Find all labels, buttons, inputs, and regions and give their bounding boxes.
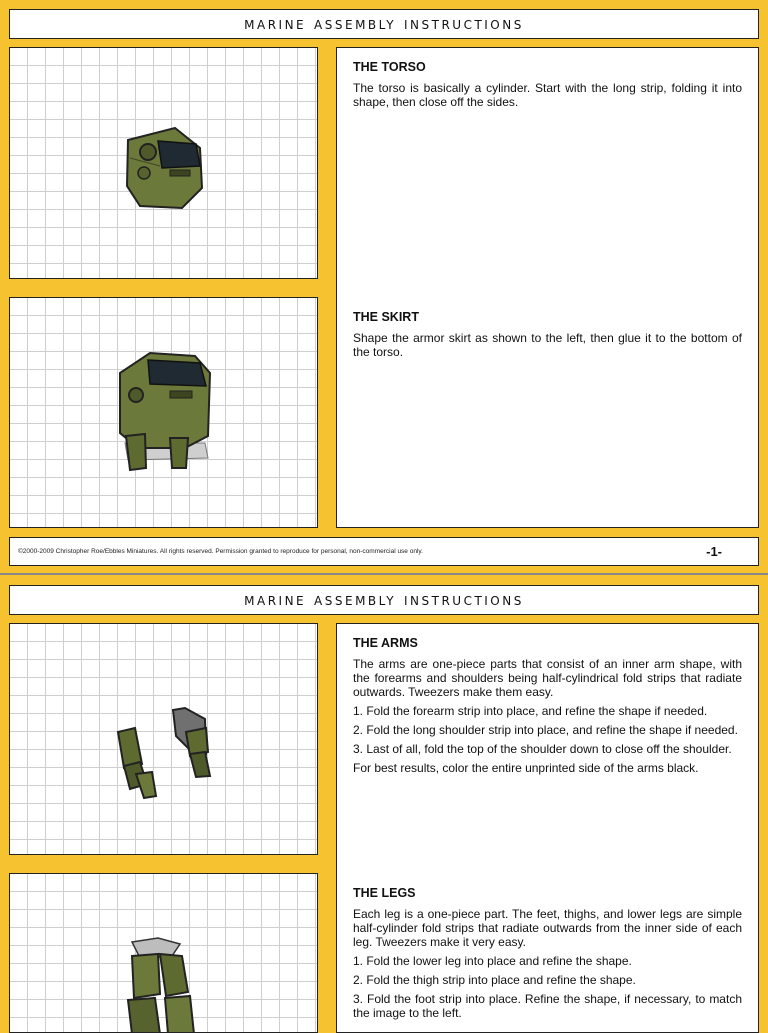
page1-text-panel [336, 47, 759, 528]
legs-step-3: 3. Fold the foot strip into place. Refine the shape, if necessary, to match the image to the left. [353, 992, 742, 1020]
copyright-notice: ©2000-2009 Christopher Roe/Ebbles Miniatures. All rights reserved. Permission granted to reproduce for personal, non-commercial use only. [18, 548, 423, 555]
legs-image-panel [9, 873, 318, 1033]
torso-image-panel [9, 47, 318, 279]
torso-model-illustration [10, 48, 318, 279]
page1-header [9, 9, 759, 39]
arms-step-1: 1. Fold the forearm strip into place, and refine the shape if needed. [353, 704, 708, 718]
legs-paragraph-intro: Each leg is a one-piece part. The feet, thighs, and lower legs are simple half-cylinder fold strips that radiate outwards from the inner side of each leg. Tweezers make it very easy. [353, 907, 742, 949]
page1-footer [9, 537, 759, 566]
page-number: -1- [706, 544, 722, 559]
section-heading-legs: THE LEGS [353, 886, 416, 900]
skirt-image-panel [9, 297, 318, 528]
section-heading-skirt: THE SKIRT [353, 310, 419, 324]
arms-image-panel [9, 623, 318, 855]
arms-step-2: 2. Fold the long shoulder strip into place, and refine the shape if needed. [353, 723, 738, 737]
arms-paragraph-intro: The arms are one-piece parts that consist of an inner arm shape, with the forearms and shoulders being half-cylindrical fold strips that radiate outwards. Tweezers make them easy. [353, 657, 742, 699]
page2-title: marine assembly instructions [244, 590, 524, 610]
page2-header [9, 585, 759, 615]
arms-step-3: 3. Last of all, fold the top of the shoulder down to close off the shoulder. [353, 742, 732, 756]
page1-title: marine assembly instructions [244, 14, 524, 34]
skirt-paragraph: Shape the armor skirt as shown to the left, then glue it to the bottom of the torso. [353, 331, 742, 359]
skirt-model-illustration [10, 298, 318, 528]
torso-paragraph: The torso is basically a cylinder. Start with the long strip, folding it into shape, then close off the sides. [353, 81, 742, 109]
page-separator [0, 573, 768, 575]
legs-step-1: 1. Fold the lower leg into place and refine the shape. [353, 954, 632, 968]
legs-model-illustration [10, 874, 318, 1033]
arms-color-tip: For best results, color the entire unprinted side of the arms black. [353, 761, 699, 775]
arms-model-illustration [10, 624, 318, 855]
page2-text-panel [336, 623, 759, 1033]
section-heading-torso: THE TORSO [353, 60, 426, 74]
section-heading-arms: THE ARMS [353, 636, 418, 650]
legs-step-2: 2. Fold the thigh strip into place and refine the shape. [353, 973, 636, 987]
